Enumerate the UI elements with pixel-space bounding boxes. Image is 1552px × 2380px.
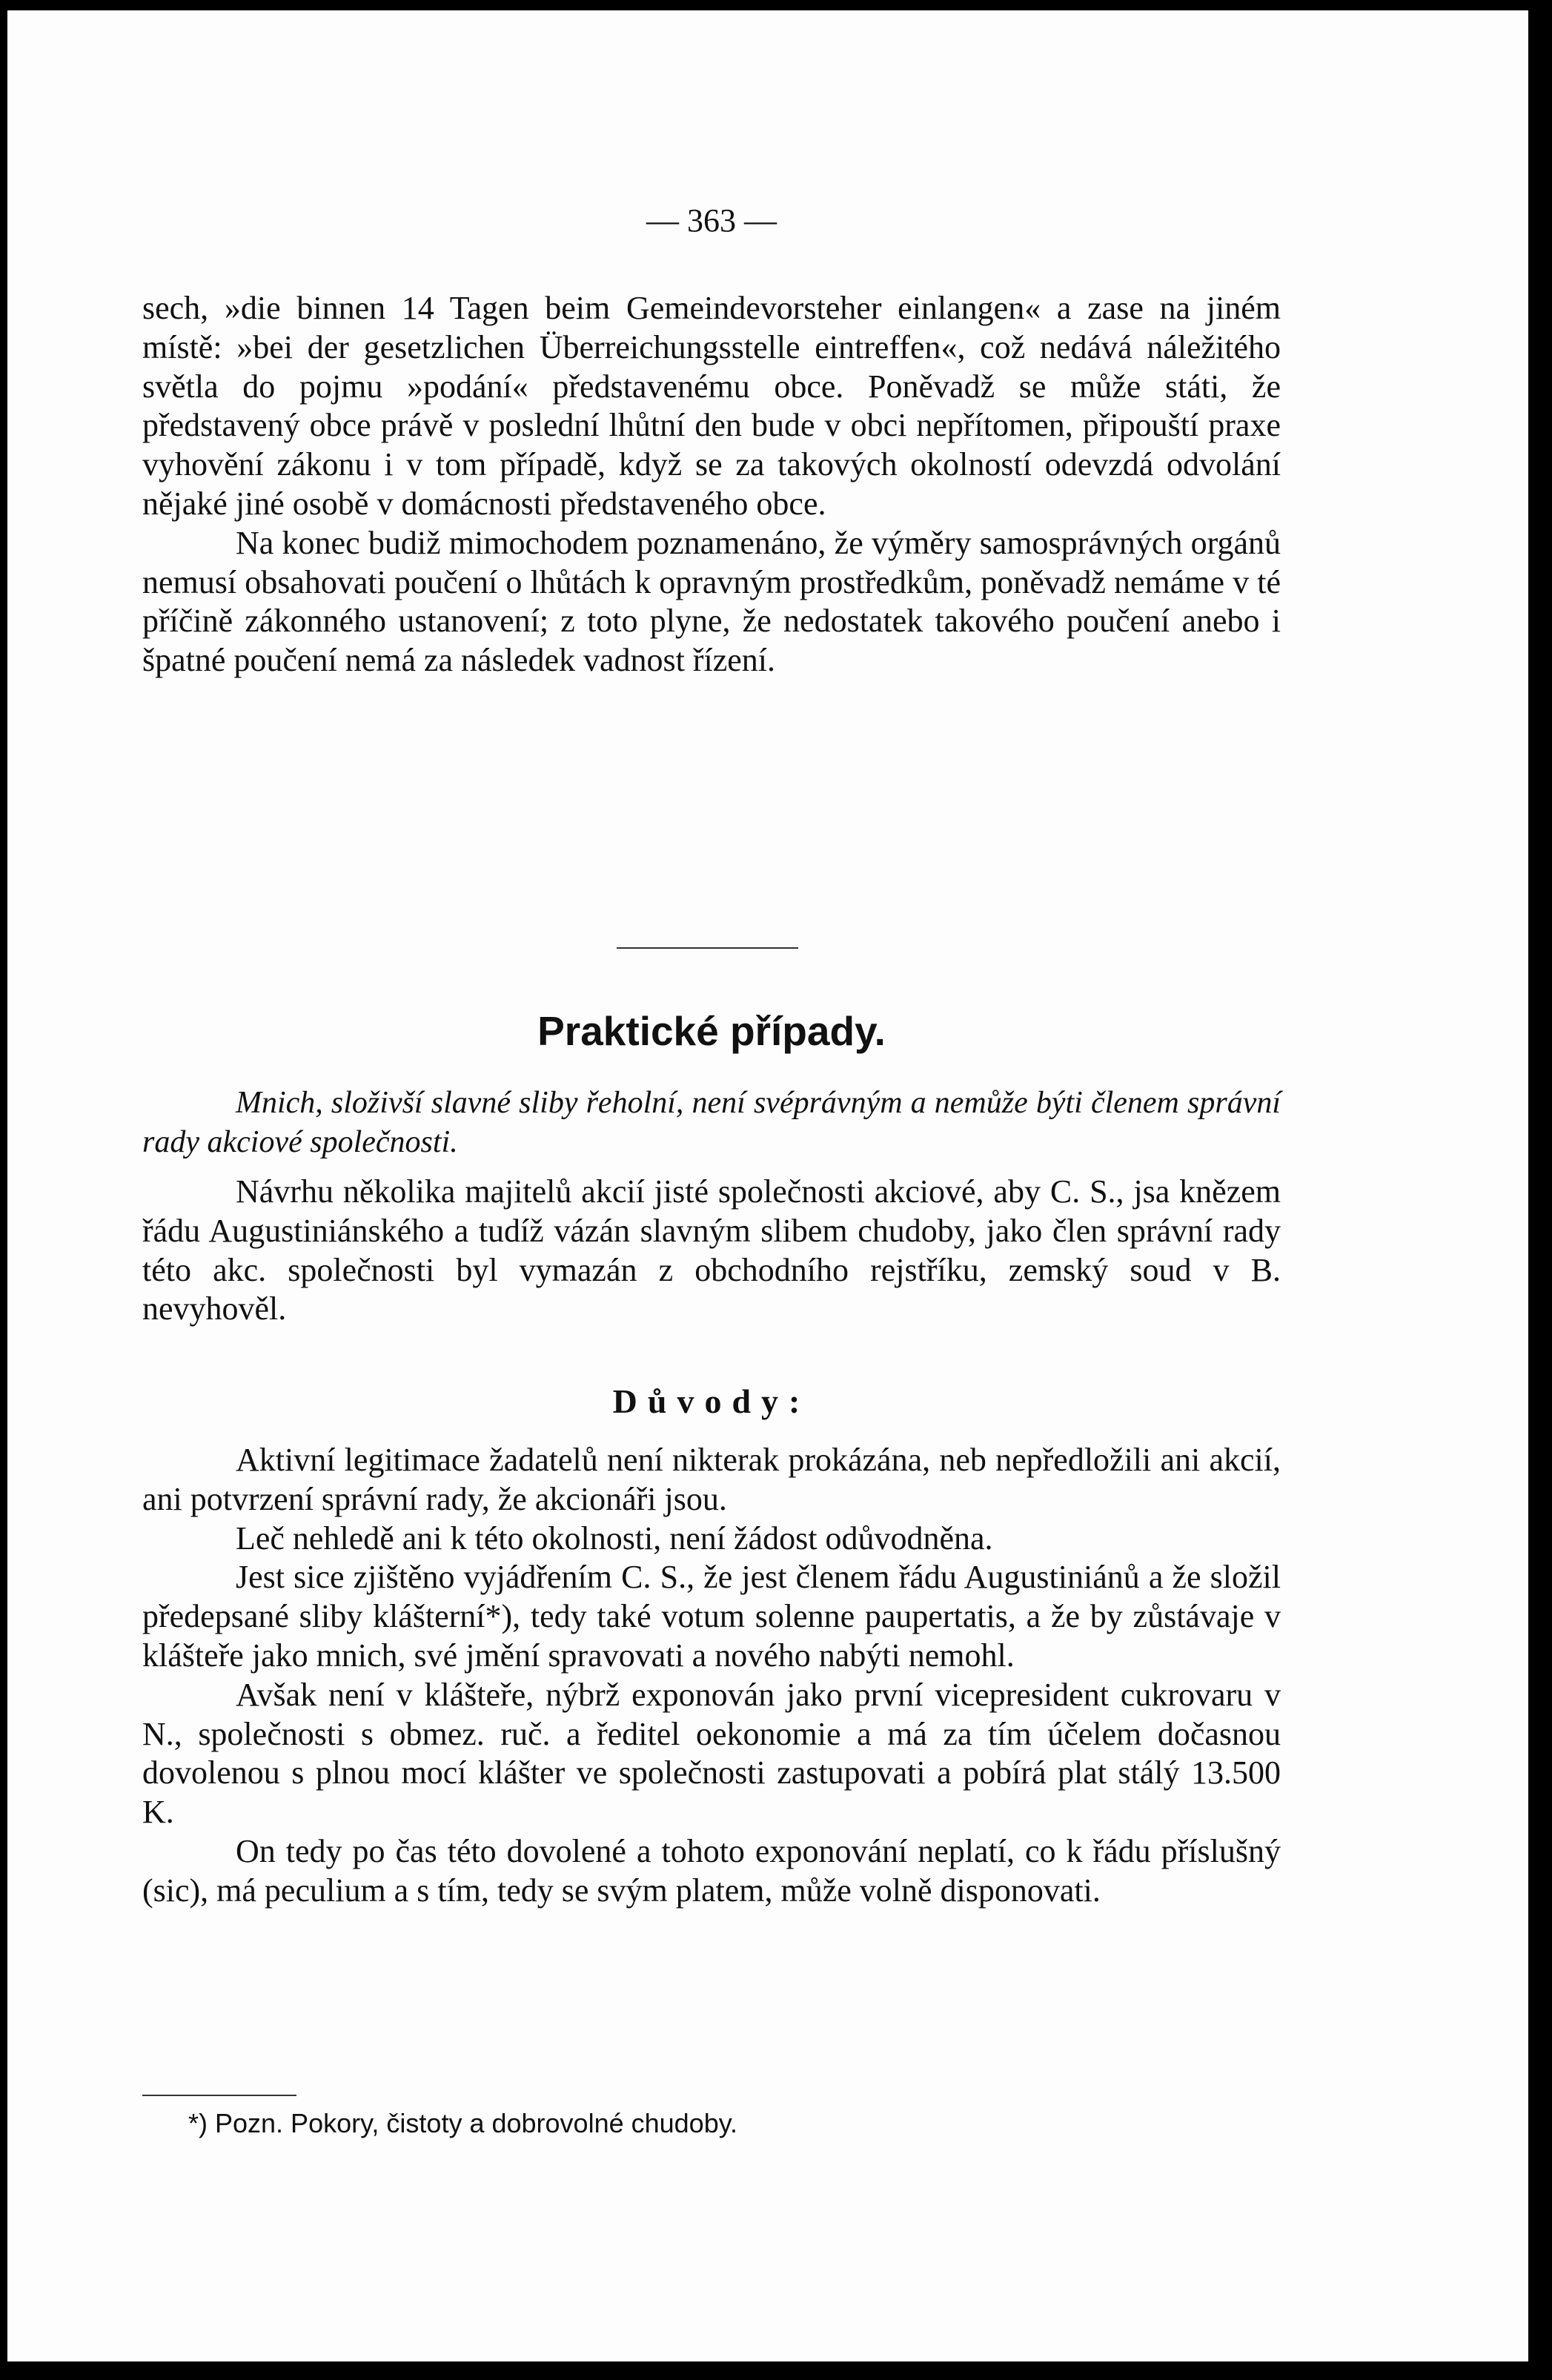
- intro-paragraph-2: Na konec budiž mimochodem poznamenáno, že výměry samosprávných orgánů nemusí obsahovati poučení o lhůtách k opravným prostředkům, poněvadž nemáme v té příčině zákonného ustanovení; z toto plyne, že nedostatek takového poučení anebo i špatné poučení nemá za následek vadnost řízení.: [142, 524, 1281, 679]
- facts-paragraph: Návrhu několika majitelů akcií jisté společnosti akciové, aby C. S., jsa knězem řádu Augustiniánského a tudíž vázán slavným slibem chudoby, jako člen správní rady této akc. společnosti byl vymazán z obchodního rejstříku, zemský soud v B. nevyhověl.: [142, 1173, 1281, 1327]
- section-heading: Praktické případy.: [537, 1008, 886, 1054]
- facts-text: [142, 1173, 1281, 1329]
- footnote-rule: [142, 2095, 296, 2096]
- reasons-paragraph-1: Aktivní legitimace žadatelů není nikterak prokázána, neb nepředložili ani akcií, ani potvrzení správní rady, že akcionáři jsou.: [142, 1442, 1281, 1517]
- footnote: *) Pozn. Pokory, čistoty a dobrovolné chudoby.: [188, 2108, 738, 2138]
- book-page: [7, 10, 1528, 2361]
- section-separator: [617, 947, 798, 949]
- page-number: — 363 —: [646, 202, 777, 239]
- reasons-paragraph-5: On tedy po čas této dovolené a tohoto exponování neplatí, co k řádu příslušný (sic), má peculium a s tím, tedy se svým platem, může volně disponovati.: [142, 1832, 1281, 1909]
- reasons-paragraph-3: Jest sice zjištěno vyjádřením C. S., že jest členem řádu Augustiniánů a že složil předepsané sliby klášterní*), tedy také votum solenne paupertatis, a že by zůstávaje v klášteře jako mnich, své jmění spravovati a nového nabýti nemohl.: [142, 1559, 1281, 1674]
- reasons-text: [142, 1441, 1281, 1911]
- intro-text: [142, 289, 1281, 680]
- case-title: [142, 1084, 1281, 1163]
- case-title-text: Mnich, složivší slavné sliby řeholní, není svéprávným a nemůže býti členem správní rady akciové společnosti.: [142, 1086, 1281, 1160]
- intro-paragraph-1: sech, »die binnen 14 Tagen beim Gemeindevorsteher einlangen« a zase na jiném místě: »bei der gesetzlichen Überreichungsstelle eintreffen«, což nedává náležitého světla do pojmu »podání« představenému obce. Poněvadž se může státi, že představený obce právě v poslední lhůtní den bude v obci nepřítomen, připouští praxe vyhovění zákonu i v tom případě, když se za takových okolností odevzdá odvolání nějaké jiné osobě v domácnosti představeného obce.: [142, 290, 1281, 522]
- reasons-paragraph-4: Avšak není v klášteře, nýbrž exponován jako první vicepresident cukrovaru v N., společnosti s obmez. ruč. a ředitel oekonomie a má za tím účelem dočasnou dovolenou s plnou mocí klášter ve společnosti zastupovati a pobírá plat stálý 13.500 K.: [142, 1676, 1281, 1831]
- reasons-paragraph-2: Leč nehledě ani k této okolnosti, není žádost odůvodněna.: [236, 1519, 993, 1557]
- reasons-heading: Důvody:: [612, 1382, 811, 1420]
